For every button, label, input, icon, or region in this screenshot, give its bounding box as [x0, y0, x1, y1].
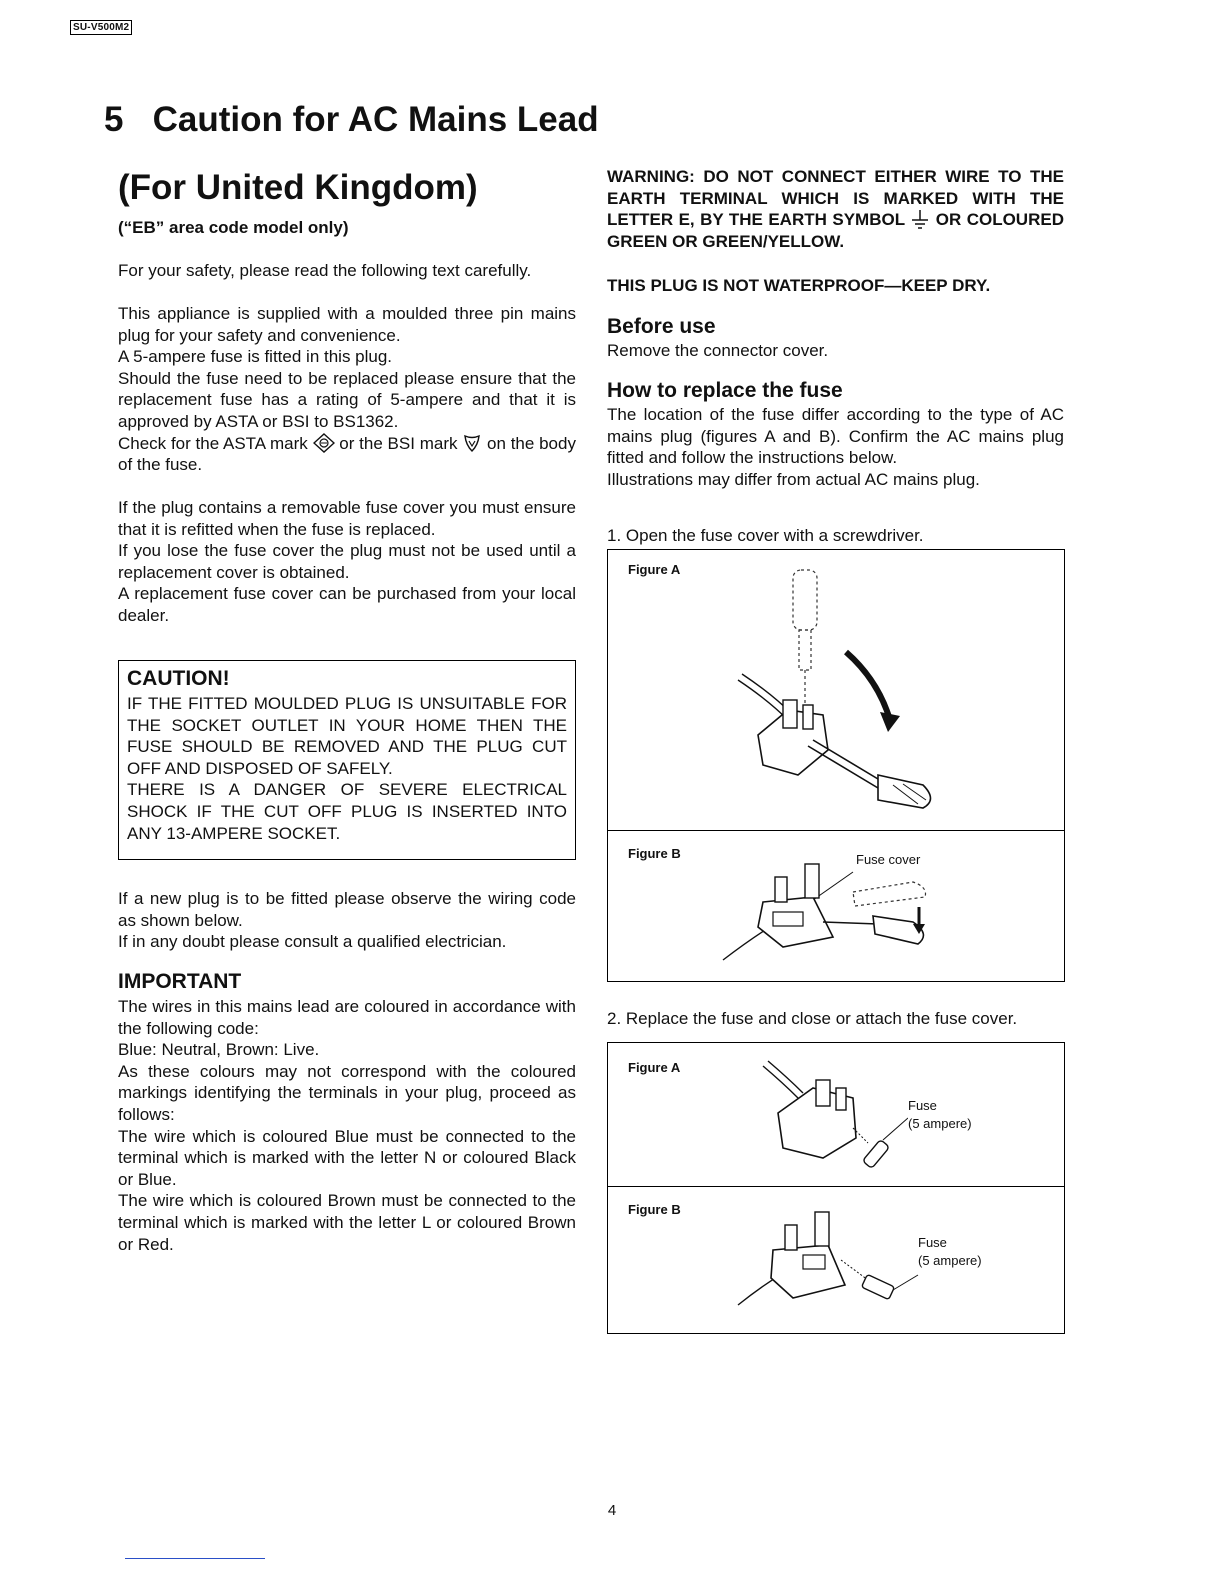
check-text-c: on the body of the fuse. [118, 433, 576, 475]
figure-divider [608, 1186, 1064, 1187]
page-number: 4 [607, 1502, 617, 1519]
footer-line [125, 1558, 265, 1559]
fuse-note-line: (5 ampere) [908, 1116, 972, 1131]
paragraph: The wire which is coloured Blue must be connected to the terminal which is marked with the letter N or coloured Black or Blue. [118, 1126, 576, 1189]
replace-fuse-heading: How to replace the fuse [607, 379, 843, 402]
section-subtitle: (For United Kingdom) [118, 168, 478, 207]
fuse-replacement-figure-b [733, 1200, 923, 1330]
warning-text [607, 166, 1064, 252]
step-1-figure-box [607, 549, 1065, 982]
figure-label: Figure B [628, 1202, 681, 1217]
paragraph: Blue: Neutral, Brown: Live. [118, 1040, 320, 1060]
figure-label: Figure B [628, 846, 681, 861]
warning-text-b: OR COLOURED GREEN OR GREEN/YELLOW. [607, 210, 1064, 251]
important-block [118, 996, 576, 1255]
warning-text-a: WARNING: DO NOT CONNECT EITHER WIRE TO THE EARTH TERMINAL WHICH IS MARKED WITH THE LETTER E, BY THE EARTH SYMBOL [607, 167, 1064, 230]
paragraph: The wires in this mains lead are coloured in accordance with the following code: [118, 997, 576, 1038]
waterproof-warning: THIS PLUG IS NOT WATERPROOF—KEEP DRY. [607, 276, 991, 295]
figure-label: Figure A [628, 1060, 681, 1075]
intro-text: For your safety, please read the following text carefully. [118, 261, 532, 280]
paragraph: If the plug contains a removable fuse cover you must ensure that it is refitted when the fuse is replaced. [118, 498, 576, 539]
caution-line: THERE IS A DANGER OF SEVERE ELECTRICAL SHOCK IF THE CUT OFF PLUG IS INSERTED INTO ANY 13-AMPERE SOCKET. [127, 780, 567, 843]
section-title: 5 Caution for AC Mains Lead [104, 100, 599, 139]
before-use-heading: Before use [607, 315, 716, 338]
paragraph: The wire which is coloured Brown must be connected to the terminal which is marked with the letter L or coloured Brown or Red. [118, 1191, 576, 1254]
fuse-cover-note: Fuse cover [856, 852, 921, 867]
new-plug-block [118, 888, 576, 953]
paragraph: As these colours may not correspond with the coloured markings identifying the terminals in your plug, proceed as follows: [118, 1061, 576, 1124]
step-1-text: 1. Open the fuse cover with a screwdriver. [607, 526, 924, 545]
fuse-replacement-figure-a [758, 1058, 908, 1183]
mark-check-text [118, 433, 576, 476]
paragraph: Should the fuse need to be replaced please ensure that the replacement fuse has a rating of 5-ampere and that it is approved by ASTA or BSI to BS1362. [118, 368, 576, 431]
fuse-info-block [118, 303, 576, 476]
figure-divider [608, 830, 1064, 831]
step-2-figure-box [607, 1042, 1065, 1334]
caution-title: CAUTION! [127, 667, 230, 690]
bsi-mark-icon [462, 433, 482, 453]
paragraph: If in any doubt please consult a qualified electrician. [118, 932, 507, 952]
asta-mark-icon [313, 433, 335, 453]
fuse-note [918, 1234, 982, 1270]
paragraph: If you lose the fuse cover the plug must not be used until a replacement cover is obtained. [118, 541, 576, 582]
plug-screwdriver-figure-a [728, 560, 948, 815]
replace-fuse-block [607, 404, 1064, 490]
paragraph: Illustrations may differ from actual AC mains plug. [607, 469, 980, 489]
warning-block [607, 166, 1064, 252]
paragraph: If a new plug is to be fitted please observe the wiring code as shown below. [118, 889, 576, 930]
check-text-b: or the BSI mark [339, 433, 458, 453]
paragraph: The location of the fuse differ according to the type of AC mains plug (figures A and B). Confirm the AC mains plug fitted and follow the instructions below. [607, 405, 1064, 468]
fuse-note [908, 1097, 972, 1133]
fuse-note-line: Fuse [908, 1098, 937, 1113]
plug-screwdriver-figure-b [713, 842, 943, 967]
earth-symbol-icon [910, 209, 930, 229]
before-use-text: Remove the connector cover. [607, 341, 829, 360]
model-tag: SU-V500M2 [70, 20, 132, 35]
check-text-a: Check for the ASTA mark [118, 433, 308, 453]
step-2-text: 2. Replace the fuse and close or attach the fuse cover. [607, 1009, 1018, 1028]
area-note: (“EB” area code model only) [118, 218, 349, 237]
fuse-note-line: (5 ampere) [918, 1253, 982, 1268]
caution-box [118, 660, 576, 860]
fuse-cover-block [118, 497, 576, 627]
paragraph: A 5-ampere fuse is fitted in this plug. [118, 347, 393, 367]
fuse-note-line: Fuse [918, 1235, 947, 1250]
caution-line: IF THE FITTED MOULDED PLUG IS UNSUITABLE FOR THE SOCKET OUTLET IN YOUR HOME THEN THE FUSE SHOULD BE REMOVED AND THE PLUG CUT OFF AND DISPOSED OF SAFELY. [127, 694, 567, 778]
paragraph: This appliance is supplied with a moulded three pin mains plug for your safety and convenience. [118, 304, 576, 345]
paragraph: A replacement fuse cover can be purchased from your local dealer. [118, 584, 576, 625]
important-heading: IMPORTANT [118, 970, 242, 993]
figure-label: Figure A [628, 562, 681, 577]
